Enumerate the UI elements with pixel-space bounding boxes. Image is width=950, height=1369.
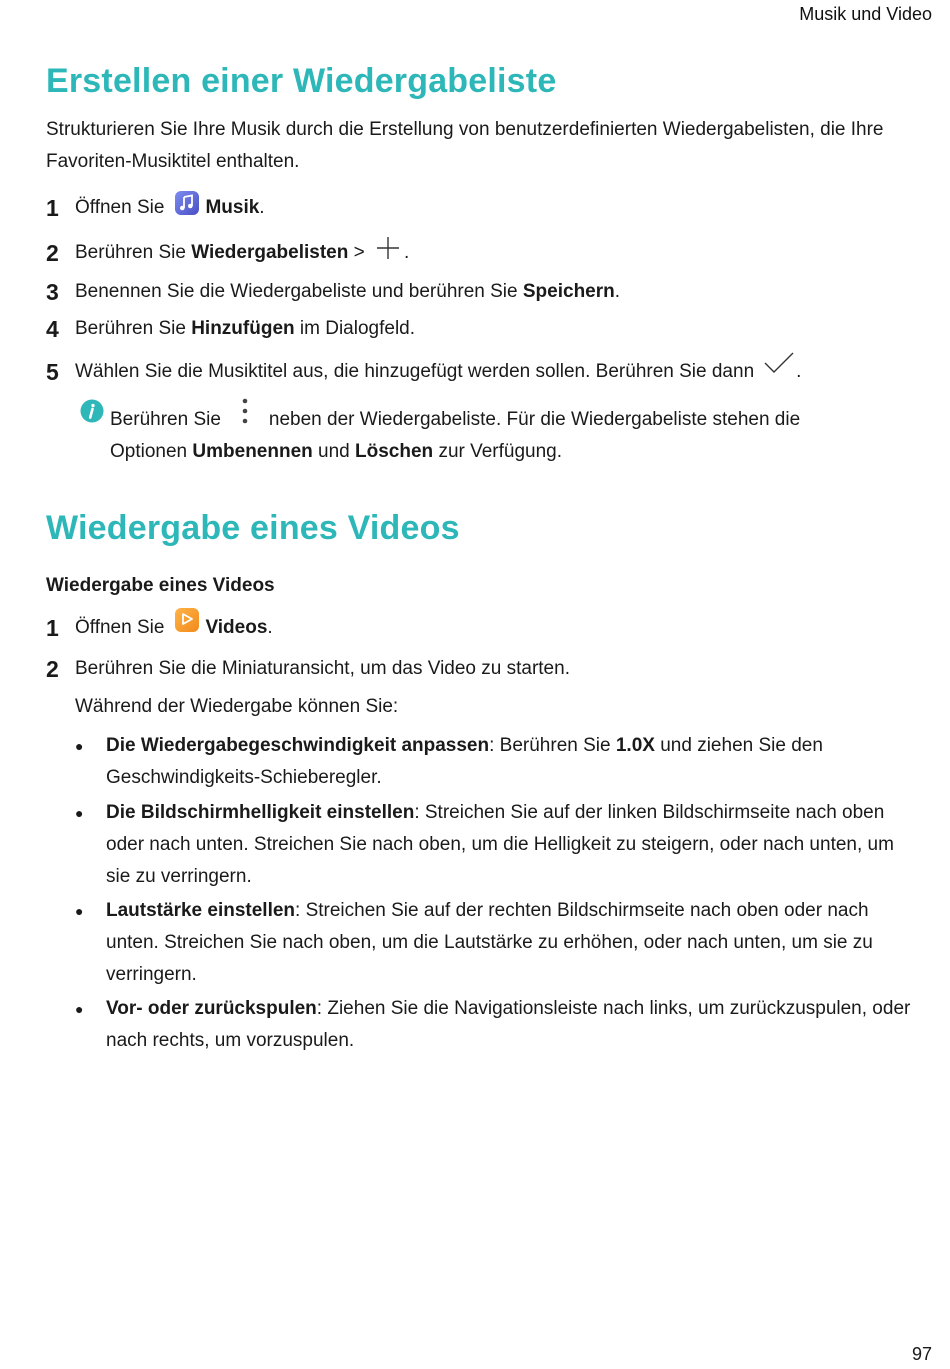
step-text: Öffnen Sie — [75, 196, 165, 218]
note-line-2 — [80, 436, 900, 468]
bullet-body: und ziehen Sie den Geschwindigkeits-Schieberegler. — [106, 735, 823, 788]
bullet-dot: ● — [75, 738, 84, 754]
bullet-text — [106, 797, 915, 893]
note-text: Optionen — [110, 441, 188, 462]
step-number: 4 — [46, 316, 59, 342]
subsection-title-video: Wiedergabe eines Videos — [46, 575, 275, 596]
step-post: . — [614, 281, 621, 302]
playlist-step-4 — [46, 315, 415, 343]
bullet-heading: Die Bildschirmhelligkeit einstellen — [106, 802, 415, 823]
add-icon — [376, 236, 400, 269]
note-text: zur Verfügung. — [438, 441, 563, 462]
bullet-text — [106, 895, 915, 991]
note-text-mid: neben der Wiedergabeliste. Für die Wiedergabeliste stehen die — [268, 409, 801, 430]
running-header: Musik und Video — [799, 4, 932, 24]
step-number: 2 — [46, 239, 59, 266]
list-item — [75, 730, 915, 794]
step-text: Berühren Sie — [75, 318, 186, 339]
step-text: Berühren Sie — [75, 241, 186, 263]
playlist-step-3 — [46, 278, 620, 306]
list-item — [75, 797, 915, 893]
step-number: 3 — [46, 279, 59, 305]
bullet-text — [106, 730, 915, 794]
checkmark-icon — [764, 351, 794, 384]
section-title-video: Wiedergabe eines Videos — [46, 509, 460, 547]
playlist-step-5 — [46, 358, 801, 386]
step-post: im Dialogfeld. — [294, 318, 416, 339]
step-post: . — [404, 241, 410, 263]
step-bold: Musik — [205, 196, 260, 218]
step-number: 2 — [46, 656, 59, 682]
step-post: . — [259, 196, 265, 218]
bullet-heading: Lautstärke einstellen — [106, 900, 296, 921]
step-number: 1 — [46, 194, 59, 221]
list-item — [75, 993, 915, 1057]
bullet-body: : Ziehen Sie die Navigationsleiste nach links, um zurückzuspulen, oder nach rechts, um vorzuspulen. — [106, 998, 911, 1051]
step-bold: Videos — [205, 617, 268, 638]
info-icon — [80, 399, 110, 434]
playlist-step-2 — [46, 236, 409, 269]
step-text: Benennen Sie die Wiedergabeliste und berühren Sie — [75, 281, 518, 302]
step-number: 5 — [46, 359, 59, 385]
note-box — [80, 404, 900, 468]
step-bold: Speichern — [522, 281, 615, 302]
list-item — [75, 895, 915, 991]
note-text: Berühren Sie — [110, 409, 221, 430]
bullet-text — [106, 993, 915, 1057]
speed-value: 1.0X — [615, 735, 655, 756]
bullet-body: : Berühren Sie — [489, 735, 616, 756]
step-text: Berühren Sie die Miniaturansicht, um das Video zu starten. — [75, 658, 570, 679]
bullet-heading: Die Wiedergabegeschwindigkeit anpassen — [106, 735, 490, 756]
playlist-step-1 — [46, 190, 265, 225]
note-line-1 — [80, 404, 900, 436]
note-text: und — [318, 441, 350, 462]
note-option-delete: Löschen — [355, 441, 434, 462]
video-step-1 — [46, 614, 273, 642]
page-number: 97 — [911, 1344, 932, 1364]
playlist-intro: Strukturieren Sie Ihre Musik durch die Erstellung von benutzerdefinierten Wiedergabelisten, die Ihre Favoriten-Musiktitel enthalten. — [46, 119, 884, 172]
videos-app-icon — [174, 607, 200, 642]
section-title-playlist: Erstellen einer Wiedergabeliste — [46, 62, 557, 100]
bullet-body: : Streichen Sie auf der rechten Bildschirmseite nach oben oder nach unten. Streichen Sie nach oben, um die Lautstärke zu erhöhen, oder nach unten, um sie zu verringern. — [106, 900, 873, 985]
bullet-heading: Vor- oder zurückspulen — [106, 998, 317, 1019]
more-vertical-icon — [221, 397, 269, 436]
note-option-rename: Umbenennen — [192, 441, 313, 462]
bullet-dot: ● — [75, 903, 84, 919]
step-bold: Hinzufügen — [191, 318, 295, 339]
video-step-2 — [46, 655, 570, 683]
step-text: Wählen Sie die Musiktitel aus, die hinzugefügt werden sollen. Berühren Sie dann — [75, 361, 755, 382]
step-number: 1 — [46, 615, 59, 641]
step-post: . — [796, 361, 802, 382]
step-mid: > — [348, 241, 370, 263]
music-app-icon — [174, 190, 200, 225]
bullet-body: : Streichen Sie auf der linken Bildschirmseite nach oben oder nach unten. Streichen Sie nach oben, um die Helligkeit zu steigern, oder nach unten, um sie zu verringern. — [106, 802, 894, 887]
bullet-dot: ● — [75, 1001, 84, 1017]
bullet-dot: ● — [75, 805, 84, 821]
step-text: Öffnen Sie — [75, 617, 165, 638]
during-playback-intro: Während der Wiedergabe können Sie: — [75, 696, 399, 717]
step-post: . — [267, 617, 273, 638]
step-bold: Wiedergabelisten — [191, 241, 349, 263]
